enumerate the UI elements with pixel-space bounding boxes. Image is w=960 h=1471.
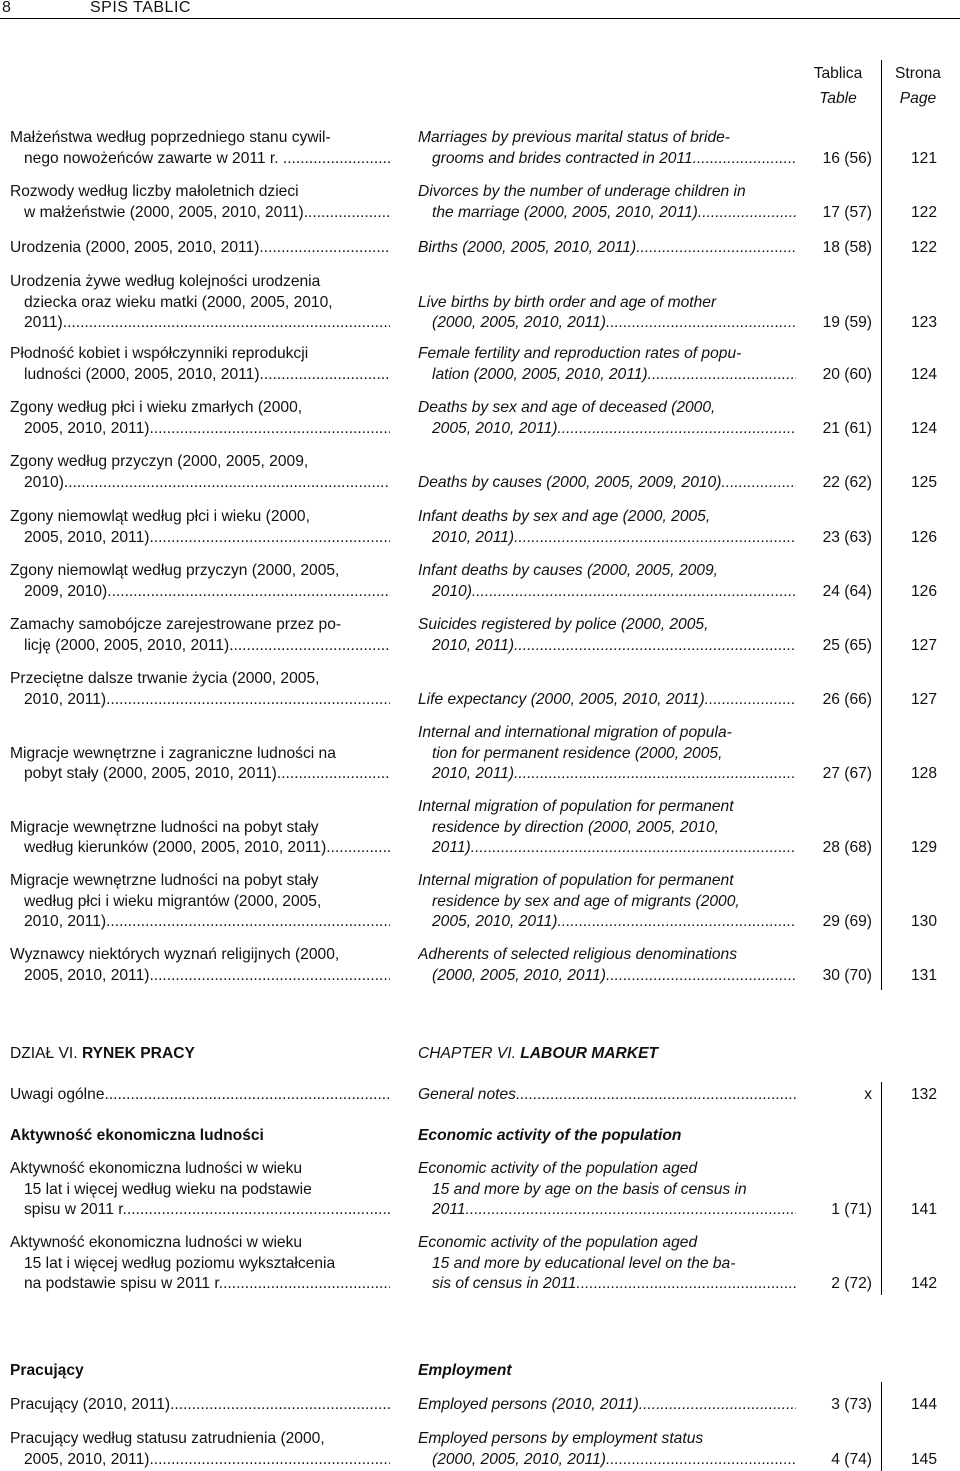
dot-leader	[170, 1395, 390, 1416]
entry-text-pl: 2010, 2011)	[24, 690, 107, 708]
entry-text-pl: w małżeństwie (2000, 2005, 2010, 2011)	[24, 203, 304, 221]
entry-text-pl: Aktywność ekonomiczna ludności w wieku	[10, 1234, 303, 1251]
entry-title-pl	[10, 398, 390, 439]
entry-title-en	[418, 128, 796, 169]
entry-text-en: Infant deaths by causes (2000, 2005, 2009,	[418, 562, 718, 579]
entry-text-en: Marriages by previous marital status of bride-	[418, 129, 730, 146]
dot-leader	[64, 473, 390, 494]
toc-entry[interactable]	[0, 945, 960, 986]
entry-title-en	[418, 272, 796, 334]
entry-title-en	[418, 945, 796, 986]
entry-text-en: Employed persons by employment status	[418, 1430, 704, 1447]
entry-text-en: lation (2000, 2005, 2010, 2011)	[432, 365, 648, 383]
dot-leader	[698, 203, 796, 224]
entry-text-pl: Rozwody według liczby małoletnich dzieci	[10, 183, 299, 200]
entry-text-en: Economic activity of the population aged	[418, 1234, 698, 1251]
table-number: 22 (62)	[822, 473, 872, 491]
entry-text-en: Employed persons (2010, 2011)	[418, 1396, 639, 1413]
dot-leader	[693, 149, 796, 170]
subsection-heading-pl: Aktywność ekonomiczna ludności	[10, 1127, 264, 1144]
entry-text-pl: Wyznawcy niektórych wyznań religijnych (2000,	[10, 946, 340, 963]
entry-title-en	[418, 238, 796, 259]
entry-title-pl	[10, 1395, 390, 1416]
page-ref: 128	[910, 765, 937, 782]
toc-entry[interactable]	[0, 1159, 960, 1221]
entry-text-pl: 2010)	[24, 473, 64, 491]
column-heading-page-en: Page	[899, 89, 937, 107]
dot-leader	[229, 636, 390, 657]
dot-leader	[149, 419, 390, 440]
entry-text-en: Adherents of selected religious denominations	[418, 946, 738, 963]
entry-title-pl	[10, 669, 390, 710]
entry-text-en: Life expectancy (2000, 2005, 2010, 2011)	[418, 690, 705, 708]
entry-title-en	[418, 797, 796, 859]
toc-entry[interactable]	[0, 398, 960, 439]
chapter-heading-pl	[10, 1044, 195, 1065]
entry-text-en: 2005, 2010, 2011)	[432, 419, 558, 437]
dot-leader	[648, 365, 796, 386]
table-number: 3 (73)	[831, 1396, 872, 1413]
entry-title-pl: Uwagi ogólne	[10, 1086, 105, 1103]
entry-text-pl: Zamachy samobójcze zarejestrowane przez po-	[10, 616, 342, 633]
toc-entry[interactable]	[0, 452, 960, 493]
table-number: 19 (59)	[822, 314, 872, 331]
dot-leader	[514, 764, 796, 785]
entry-title-pl	[10, 182, 390, 223]
dot-leader	[606, 313, 796, 334]
page-ref: 129	[910, 839, 937, 856]
dot-leader	[63, 313, 390, 334]
entry-title-pl	[10, 871, 390, 933]
toc-entry[interactable]	[0, 507, 960, 548]
entry-title-en	[418, 723, 796, 785]
entry-text-pl: nego nowożeńców zawarte w 2011 r. ...........	[24, 149, 331, 167]
toc-entry[interactable]	[0, 615, 960, 656]
dot-leader	[259, 238, 390, 259]
employment-heading-pl: Pracujący	[10, 1362, 84, 1379]
page-ref: 123	[910, 314, 937, 331]
entry-text-pl: Małżeństwa według poprzedniego stanu cywil-	[10, 129, 331, 146]
entry-text-en: Deaths by causes (2000, 2005, 2009, 2010)	[418, 473, 722, 491]
column-heading-tablica-pl: Tablica	[813, 65, 863, 82]
page-ref: 127	[910, 690, 937, 708]
dot-leader	[557, 912, 796, 933]
toc-entry[interactable]	[0, 797, 960, 859]
entry-text-pl: Zgony według przyczyn (2000, 2005, 2009,	[10, 453, 309, 470]
toc-entry[interactable]	[0, 1233, 960, 1295]
table-number: 18 (58)	[822, 239, 872, 256]
column-heading-table-en: Table	[819, 89, 857, 107]
entry-text-en: Female fertility and reproduction rates of popu-	[418, 345, 742, 362]
entry-text-en: Internal migration of population for permanent	[418, 872, 734, 889]
page-number: 8	[2, 0, 11, 16]
page-ref: 130	[910, 913, 937, 930]
toc-entry[interactable]	[0, 669, 960, 710]
entry-title-en	[418, 669, 796, 710]
entry-text-pl: licję (2000, 2005, 2010, 2011)	[24, 636, 230, 654]
entry-text-en: Infant deaths by sex and age (2000, 2005,	[418, 508, 711, 525]
table-number: 26 (66)	[822, 690, 872, 708]
entry-text-pl: 2005, 2010, 2011)	[24, 966, 150, 984]
page-ref: 124	[910, 419, 937, 437]
entry-title-en	[418, 398, 796, 439]
page-ref: 144	[910, 1396, 937, 1413]
toc-entry[interactable]	[0, 272, 960, 334]
table-number: 20 (60)	[822, 365, 872, 383]
dot-leader	[466, 1200, 796, 1221]
toc-entry[interactable]	[0, 723, 960, 785]
entry-text-en: (2000, 2005, 2010, 2011)	[432, 966, 606, 984]
dot-leader	[149, 528, 390, 549]
entry-text-en: 2005, 2010, 2011)	[432, 913, 558, 930]
dot-leader	[326, 838, 390, 859]
entry-text-pl: Urodzenia żywe według kolejności urodzenia	[10, 273, 321, 290]
dot-leader	[472, 582, 796, 603]
entry-text-en: residence by direction (2000, 2005, 2010,	[432, 818, 719, 836]
entry-text-pl: 2009, 2010)	[24, 582, 108, 600]
table-number: 2 (72)	[831, 1275, 872, 1292]
entry-title-pl	[10, 272, 390, 334]
entry-text-en: Economic activity of the population aged	[418, 1160, 698, 1177]
dot-leader	[127, 1200, 390, 1221]
entry-title-en	[418, 1233, 796, 1295]
entry-title-pl	[10, 723, 390, 785]
column-heading-tablica	[798, 64, 878, 109]
entry-text-pl: dziecka oraz wieku matki (2000, 2005, 2010,	[24, 293, 333, 311]
entry-text-pl: Zgony według płci i wieku zmarłych (2000,	[10, 399, 303, 416]
dot-leader	[606, 966, 796, 987]
dot-leader	[606, 1450, 796, 1471]
entry-text-pl: spisu w 2011 r.	[24, 1201, 127, 1218]
entry-text-pl: Migracje wewnętrzne i zagraniczne ludności na	[10, 744, 336, 762]
dot-leader	[576, 1274, 796, 1295]
entry-text-en: 2010)	[432, 582, 472, 600]
entry-text-pl: według kierunków (2000, 2005, 2010, 2011)	[24, 839, 327, 856]
table-number: 25 (65)	[822, 636, 872, 654]
entry-text-en: (2000, 2005, 2010, 2011)	[432, 1450, 606, 1468]
entry-title-pl	[10, 561, 390, 602]
entry-text-pl: pobyt stały (2000, 2005, 2010, 2011)	[24, 765, 277, 782]
chapter-title-pl: RYNEK PRACY	[81, 1045, 195, 1062]
employment-heading-en: Employment	[418, 1362, 512, 1379]
entry-title-en	[418, 1429, 796, 1470]
dot-leader	[149, 966, 390, 987]
entry-text-en: Deaths by sex and age of deceased (2000,	[418, 399, 716, 416]
toc-entry[interactable]	[0, 238, 960, 259]
entry-text-pl: Zgony niemowląt według przyczyn (2000, 2005,	[10, 562, 340, 579]
entry-title-en	[418, 1159, 796, 1221]
table-number: 24 (64)	[822, 582, 872, 600]
entry-text-pl: 2005, 2010, 2011)	[24, 1450, 150, 1468]
dot-leader	[514, 636, 796, 657]
entry-title-pl	[10, 452, 390, 493]
page-ref: 145	[910, 1450, 937, 1468]
entry-title-en	[418, 561, 796, 602]
entry-title-en	[418, 452, 796, 493]
page-ref: 132	[910, 1086, 937, 1103]
page-ref: 141	[910, 1201, 937, 1218]
entry-text-pl: Urodzenia (2000, 2005, 2010, 2011)	[10, 239, 260, 256]
toc-entry[interactable]	[0, 1395, 960, 1416]
entry-text-pl: 2005, 2010, 2011)	[24, 528, 150, 546]
entry-text-en: sis of census in 2011	[432, 1275, 577, 1292]
entry-title-pl	[10, 1159, 390, 1221]
dot-leader	[471, 838, 796, 859]
dot-leader	[639, 1395, 796, 1416]
entry-text-en: 2011)	[432, 839, 471, 856]
dot-leader	[227, 1274, 390, 1295]
toc-entry[interactable]	[0, 182, 960, 223]
toc-entry[interactable]	[0, 344, 960, 385]
dot-leader	[107, 582, 390, 603]
chapter-prefix-pl: DZIAŁ VI.	[10, 1045, 78, 1062]
entry-text-pl: 2011)	[24, 314, 63, 331]
page-ref: 122	[910, 203, 937, 221]
entry-text-pl: 2010, 2011)	[24, 913, 107, 930]
table-number: 27 (67)	[822, 765, 872, 782]
dot-leader	[514, 528, 796, 549]
entry-text-pl: 15 lat i więcej według wieku na podstawie	[24, 1180, 312, 1198]
dot-leader	[705, 690, 796, 711]
toc-entry[interactable]	[0, 561, 960, 602]
entry-text-en: 15 and more by educational level on the ba-	[432, 1254, 736, 1272]
dot-leader	[260, 365, 390, 386]
entry-text-en: 2011	[432, 1201, 466, 1218]
entry-text-en: Internal migration of population for permanent	[418, 798, 734, 815]
table-number: 16 (56)	[822, 149, 872, 167]
entry-title-en	[418, 871, 796, 933]
entry-title-en	[418, 1395, 796, 1416]
dot-leader	[106, 912, 390, 933]
entry-title-en	[418, 182, 796, 223]
entry-text-pl: na podstawie spisu w 2011 r..	[24, 1275, 228, 1292]
entry-text-en: residence by sex and age of migrants (2000,	[432, 892, 740, 910]
table-number: 1 (71)	[831, 1201, 872, 1218]
entry-title-en: General notes	[418, 1086, 516, 1103]
entry-text-pl: Zgony niemowląt według płci i wieku (2000,	[10, 508, 310, 525]
page-ref: 131	[910, 966, 937, 984]
table-number: x	[864, 1086, 872, 1103]
entry-text-en: Live births by birth order and age of mother	[418, 293, 717, 311]
table-number: 4 (74)	[831, 1450, 872, 1468]
entry-title-pl	[10, 128, 390, 169]
entry-title-pl	[10, 1233, 390, 1295]
table-number: 17 (57)	[822, 203, 872, 221]
page-ref: 121	[910, 149, 937, 167]
entry-title-pl	[10, 797, 390, 859]
chapter-heading-en	[418, 1044, 658, 1065]
entry-title-pl	[10, 344, 390, 385]
entry-text-en: Internal and international migration of popula-	[418, 724, 732, 741]
entry-text-en: 15 and more by age on the basis of census in	[432, 1180, 747, 1198]
table-number: 28 (68)	[822, 839, 872, 856]
dot-leader	[636, 238, 796, 259]
dot-leader	[304, 203, 390, 224]
dot-leader	[277, 764, 390, 785]
entry-text-pl: Pracujący według statusu zatrudnienia (2000,	[10, 1430, 325, 1447]
entry-text-pl: 15 lat i więcej według poziomu wykształcenia	[24, 1254, 336, 1272]
entry-text-en: the marriage (2000, 2005, 2010, 2011)	[432, 203, 698, 221]
entry-title-pl	[10, 615, 390, 656]
entry-text-pl: Płodność kobiet i współczynniki reprodukcji	[10, 345, 309, 362]
subsection-heading-en: Economic activity of the population	[418, 1127, 682, 1144]
page-ref: 125	[910, 473, 937, 491]
dot-leader	[149, 1450, 390, 1471]
page-ref: 126	[910, 582, 937, 600]
entry-text-en: 2010, 2011)	[432, 528, 515, 546]
entry-text-pl: 2005, 2010, 2011)	[24, 419, 150, 437]
entry-text-pl: Migracje wewnętrzne ludności na pobyt stały	[10, 818, 319, 836]
entry-title-pl	[10, 945, 390, 986]
toc-entry[interactable]	[0, 871, 960, 933]
page-ref: 126	[910, 528, 937, 546]
column-heading-strona	[878, 64, 958, 109]
table-number: 23 (63)	[822, 528, 872, 546]
header-divider	[0, 18, 960, 19]
entry-text-pl: Migracje wewnętrzne ludności na pobyt stały	[10, 872, 319, 889]
page-ref: 122	[910, 239, 937, 256]
chapter-title-en: LABOUR MARKET	[520, 1045, 658, 1062]
entry-title-en	[418, 615, 796, 656]
entry-title-en	[418, 507, 796, 548]
table-number: 30 (70)	[822, 966, 872, 984]
toc-entry[interactable]	[0, 1429, 960, 1470]
page-ref: 142	[910, 1275, 937, 1292]
dot-leader	[331, 149, 390, 170]
entry-text-en: tion for permanent residence (2000, 2005,	[432, 744, 723, 762]
page-ref: 124	[910, 365, 937, 383]
entry-title-en	[418, 344, 796, 385]
entry-title-pl	[10, 238, 390, 259]
entry-title-pl	[10, 507, 390, 548]
entry-text-en: 2010, 2011)	[432, 636, 515, 654]
dot-leader	[721, 473, 796, 494]
entry-title-pl	[10, 1429, 390, 1470]
entry-text-en: (2000, 2005, 2010, 2011)	[432, 314, 606, 331]
entry-text-en: Divorces by the number of underage children in	[418, 183, 746, 200]
dot-leader	[557, 419, 796, 440]
entry-text-pl: Przeciętne dalsze trwanie życia (2000, 2005,	[10, 670, 320, 687]
entry-text-en: Suicides registered by police (2000, 2005,	[418, 616, 709, 633]
dot-leader	[106, 690, 390, 711]
table-number: 29 (69)	[822, 913, 872, 930]
page-title: SPIS TABLIC	[90, 0, 191, 16]
entry-text-en: Births (2000, 2005, 2010, 2011)	[418, 239, 637, 256]
chapter-prefix-en: CHAPTER VI.	[418, 1045, 516, 1062]
toc-entry[interactable]	[0, 128, 960, 169]
entry-text-pl: Pracujący (2010, 2011)	[10, 1396, 171, 1413]
entry-text-pl: ludności (2000, 2005, 2010, 2011)	[24, 365, 260, 383]
page-ref: 127	[910, 636, 937, 654]
column-heading-strona-pl: Strona	[895, 65, 941, 82]
table-number: 21 (61)	[822, 419, 872, 437]
entry-text-pl: Aktywność ekonomiczna ludności w wieku	[10, 1160, 303, 1177]
entry-text-en: 2010, 2011)	[432, 765, 515, 782]
entry-text-en: grooms and brides contracted in 2011	[432, 149, 693, 167]
entry-text-pl: według płci i wieku migrantów (2000, 2005,	[24, 892, 322, 910]
